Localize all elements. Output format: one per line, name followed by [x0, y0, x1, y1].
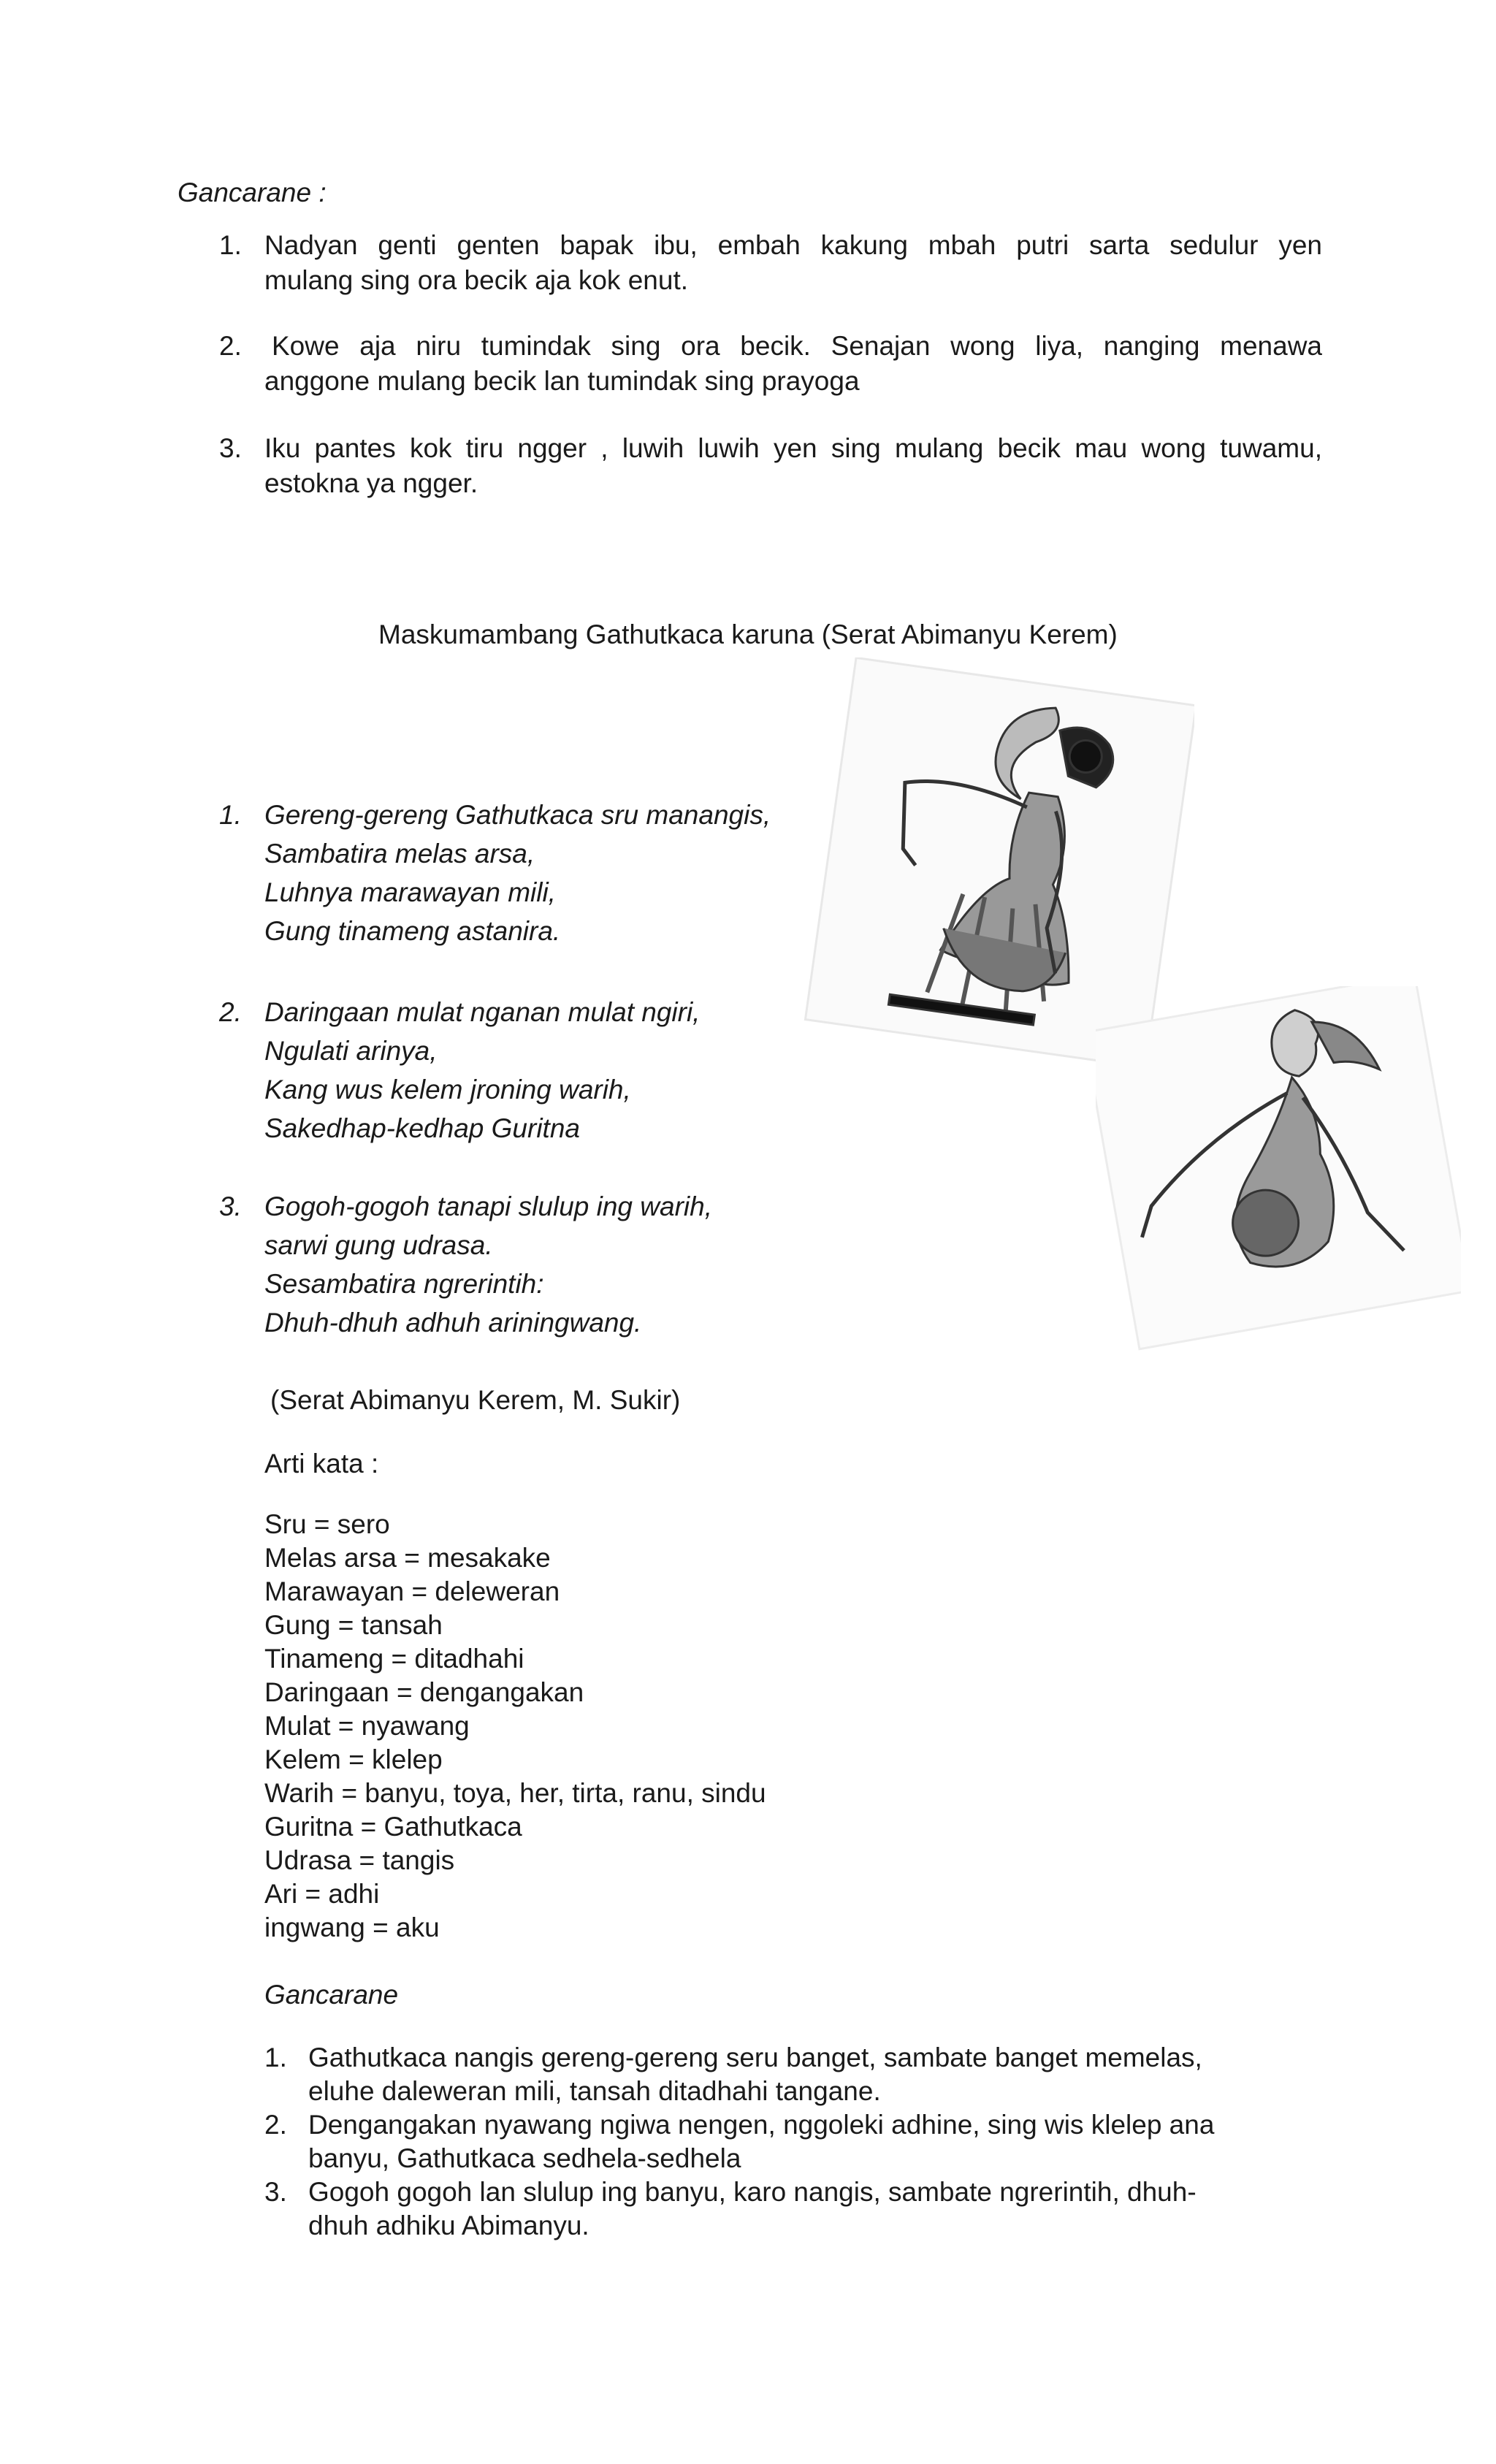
stanza-1-num: 1.: [219, 800, 242, 830]
bottom-item-3-num: 3.: [264, 2177, 287, 2207]
stanza-1-line-1: Gereng-gereng Gathutkaca sru manangis,: [264, 800, 771, 830]
top-heading: Gancarane :: [178, 178, 327, 207]
top-item-2-line-2: anggone mulang becik lan tumindak sing prayoga: [264, 366, 860, 396]
top-item-2-line-1: Kowe aja niru tumindak sing ora becik. Senajan wong liya, nanging menawa: [272, 331, 1322, 361]
bottom-item-1-line-1: Gathutkaca nangis gereng-gereng seru banget, sambate banget memelas,: [308, 2042, 1202, 2072]
bottom-item-2-line-1: Dengangakan nyawang ngiwa nengen, nggoleki adhine, sing wis klelep ana: [308, 2110, 1215, 2140]
glossary-entry: Warih = banyu, toya, her, tirta, ranu, sindu: [264, 1778, 766, 1808]
bottom-item-3-line-1: Gogoh gogoh lan slulup ing banyu, karo nangis, sambate ngrerintih, dhuh-: [308, 2177, 1197, 2207]
wayang-abimanyu-icon: [1096, 986, 1461, 1351]
glossary-entry: ingwang = aku: [264, 1912, 440, 1942]
stanza-2-num: 2.: [219, 997, 242, 1027]
stanza-3-line-1: Gogoh-gogoh tanapi slulup ing warih,: [264, 1191, 712, 1221]
stanza-3-line-4: Dhuh-dhuh adhuh ariningwang.: [264, 1308, 642, 1338]
bottom-item-1-line-2: eluhe daleweran mili, tansah ditadhahi tangane.: [308, 2076, 881, 2106]
bottom-item-2-line-2: banyu, Gathutkaca sedhela-sedhela: [308, 2143, 741, 2173]
top-item-1-num: 1.: [219, 230, 242, 260]
stanza-3-line-2: sarwi gung udrasa.: [264, 1230, 493, 1260]
stanza-3-num: 3.: [219, 1191, 242, 1221]
glossary-entry: Ari = adhi: [264, 1879, 380, 1909]
top-item-3-num: 3.: [219, 433, 242, 463]
stanza-1-line-3: Luhnya marawayan mili,: [264, 877, 556, 907]
top-item-1-line-2: mulang sing ora becik aja kok enut.: [264, 265, 689, 295]
stanza-2-line-1: Daringaan mulat nganan mulat ngiri,: [264, 997, 701, 1027]
glossary-entry: Mulat = nyawang: [264, 1711, 470, 1741]
stanza-2-line-2: Ngulati arinya,: [264, 1036, 438, 1066]
glossary-entry: Tinameng = ditadhahi: [264, 1644, 524, 1674]
glossary-heading: Arti kata :: [264, 1449, 379, 1479]
bottom-item-2-num: 2.: [264, 2110, 287, 2140]
top-item-2-num: 2.: [219, 331, 242, 361]
glossary-entry: Marawayan = deleweran: [264, 1576, 560, 1606]
glossary-entry: Gung = tansah: [264, 1610, 443, 1640]
stanza-2-line-4: Sakedhap-kedhap Guritna: [264, 1113, 580, 1143]
glossary-entry: Melas arsa = mesakake: [264, 1543, 551, 1573]
bottom-item-3-line-2: dhuh adhiku Abimanyu.: [308, 2211, 589, 2240]
glossary-entry: Guritna = Gathutkaca: [264, 1812, 522, 1842]
top-item-3-line-1: Iku pantes kok tiru ngger , luwih luwih yen sing mulang becik mau wong tuwamu,: [264, 433, 1322, 463]
glossary-entry: Udrasa = tangis: [264, 1845, 455, 1875]
top-item-1-line-1: Nadyan genti genten bapak ibu, embah kakung mbah putri sarta sedulur yen: [264, 230, 1322, 260]
stanza-2-line-3: Kang wus kelem jroning warih,: [264, 1075, 631, 1105]
glossary-entry: Kelem = klelep: [264, 1744, 443, 1774]
stanza-1-line-4: Gung tinameng astanira.: [264, 916, 561, 946]
glossary-entry: Sru = sero: [264, 1509, 390, 1539]
glossary-entry: Daringaan = dengangakan: [264, 1677, 584, 1707]
bottom-item-1-num: 1.: [264, 2042, 287, 2072]
top-item-3-line-2: estokna ya ngger.: [264, 468, 478, 498]
stanza-3-line-3: Sesambatira ngrerintih:: [264, 1269, 544, 1299]
stanza-1-line-2: Sambatira melas arsa,: [264, 839, 535, 869]
poem-title: Maskumambang Gathutkaca karuna (Serat Abimanyu Kerem): [378, 619, 1118, 649]
bottom-heading: Gancarane: [264, 1980, 399, 2010]
poem-source: (Serat Abimanyu Kerem, M. Sukir): [270, 1385, 681, 1415]
